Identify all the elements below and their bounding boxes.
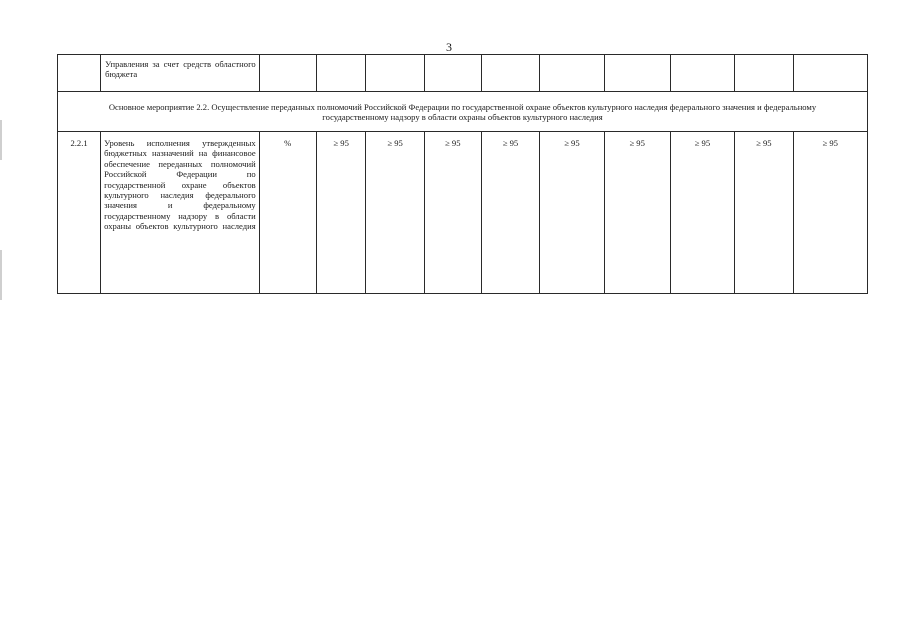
indicator-value: ≥ 95 [793, 132, 868, 294]
empty-cell [481, 55, 539, 92]
continuation-row [58, 55, 868, 92]
empty-cell [58, 55, 101, 92]
indicator-code: 2.2.1 [58, 132, 101, 294]
indicator-value: ≥ 95 [540, 132, 605, 294]
empty-cell [735, 55, 793, 92]
section-row [58, 92, 868, 132]
indicator-value: ≥ 95 [366, 132, 424, 294]
indicator-unit: % [259, 132, 316, 294]
empty-cell [366, 55, 424, 92]
empty-cell [259, 55, 316, 92]
indicator-description: Уровень исполнения утвержденных бюджетных назначений на финансовое обеспечение переданных полномочий Российской Федерации по государственной охране объектов культурного наследия федерального значения и федеральному государственному надзору в области охраны объектов культурного наследия [104, 138, 256, 232]
empty-cell [670, 55, 735, 92]
scan-edge-mark [0, 120, 2, 160]
indicator-value: ≥ 95 [424, 132, 481, 294]
empty-cell [424, 55, 481, 92]
scan-edge-mark [0, 250, 2, 300]
section-heading: Основное мероприятие 2.2. Осуществление переданных полномочий Российской Федерации по государственной охране объектов культурного наследия федерального значения и федеральному государственному надзору в области охраны объектов культурного наследия [58, 92, 868, 132]
empty-cell [540, 55, 605, 92]
page-number: 3 [446, 40, 452, 54]
indicator-value: ≥ 95 [670, 132, 735, 294]
indicator-value: ≥ 95 [316, 132, 366, 294]
indicator-value: ≥ 95 [481, 132, 539, 294]
indicator-value: ≥ 95 [604, 132, 670, 294]
indicator-row [58, 132, 868, 294]
empty-cell [316, 55, 366, 92]
continuation-text: Управления за счет средств областного бюджета [101, 55, 260, 92]
empty-cell [604, 55, 670, 92]
indicator-value: ≥ 95 [735, 132, 793, 294]
indicators-table [57, 54, 868, 294]
indicator-description-cell [101, 132, 260, 294]
empty-cell [793, 55, 868, 92]
